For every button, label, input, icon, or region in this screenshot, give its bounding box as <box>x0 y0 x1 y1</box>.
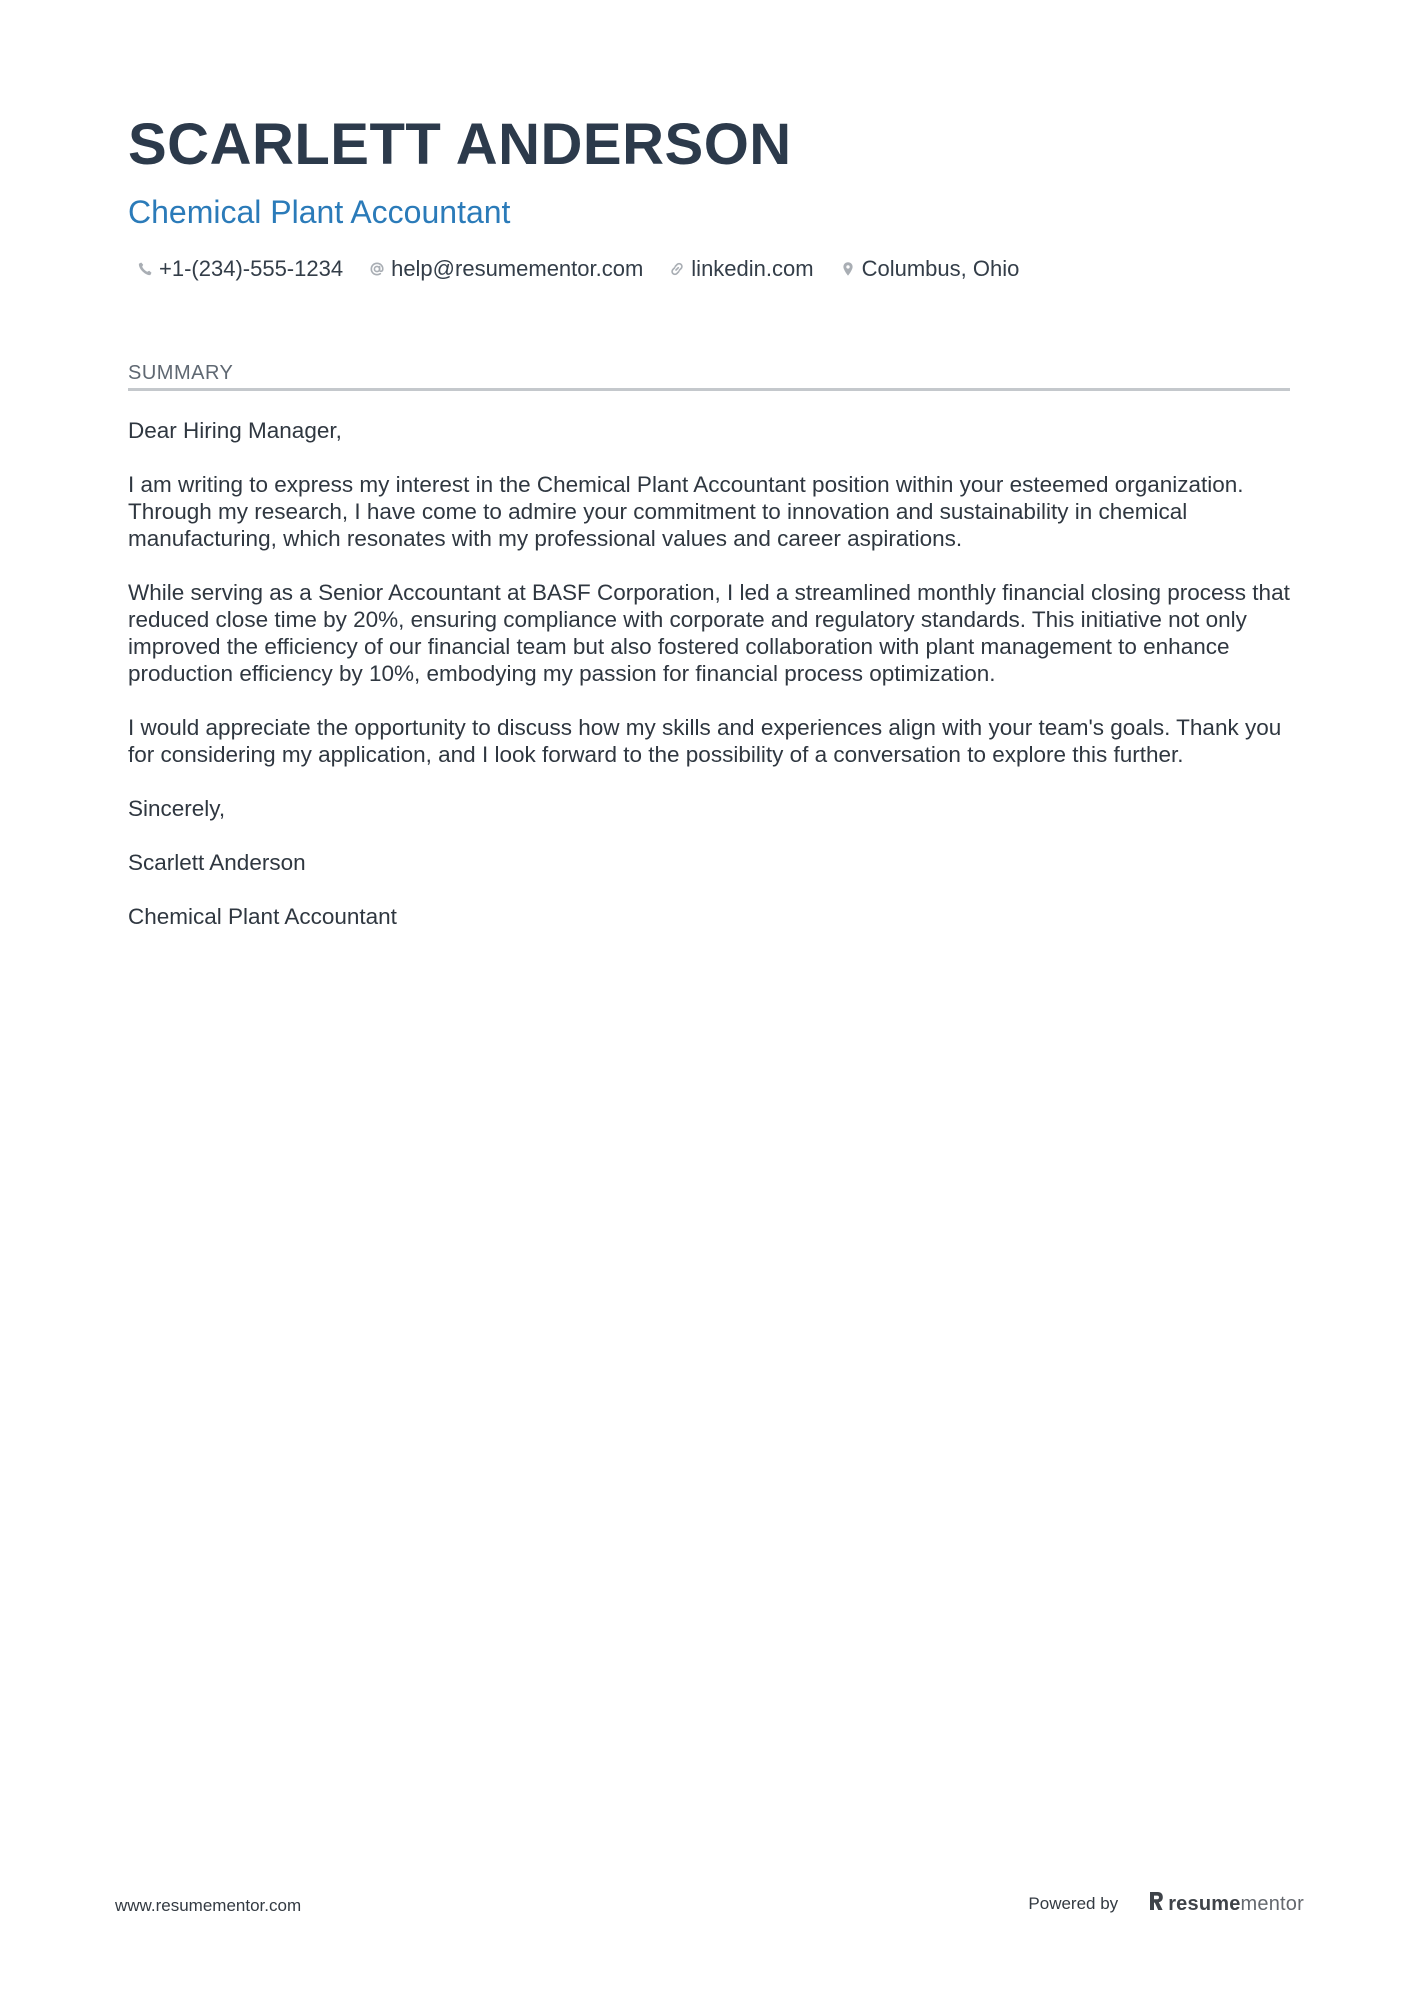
at-sign-icon <box>369 261 385 277</box>
header <box>128 110 1290 284</box>
letter-closing: Sincerely, <box>128 796 226 821</box>
letter-paragraph: While serving as a Senior Accountant at BASF Corporation, I led a streamlined monthly financial closing process that reduced close time by 20%, ensuring compliance with corporate and regulatory standards. This initiative not only improved the efficiency of our financial team but also fostered collaboration with plant management to enhance production efficiency by 10%, embodying my passion for financial process optimization. <box>128 580 1290 686</box>
signature-name: Scarlett Anderson <box>128 850 306 875</box>
applicant-name: SCARLETT ANDERSON <box>128 112 792 177</box>
phone-icon <box>137 261 153 277</box>
letter-greeting: Dear Hiring Manager, <box>128 418 342 443</box>
letter-paragraph: I am writing to express my interest in the Chemical Plant Accountant position within your esteemed organization. Through my research, I have come to admire your commitment to innovation and sustainability in chemical manufacturing, which resonates with my professional values and career aspirations. <box>128 472 1244 551</box>
contact-linkedin <box>669 254 813 284</box>
brand-logo[interactable] <box>1148 1890 1304 1917</box>
map-pin-icon <box>840 261 856 277</box>
contact-phone <box>137 254 343 284</box>
letter-body <box>128 417 1290 930</box>
location-text: Columbus, Ohio <box>861 256 1020 281</box>
resumementor-logo-icon <box>1148 1890 1168 1917</box>
footer-website[interactable]: www.resumementor.com <box>115 1896 302 1915</box>
powered-by-label: Powered by <box>1028 1893 1119 1913</box>
link-icon <box>669 261 685 277</box>
contact-email <box>369 254 643 284</box>
phone-number: +1-(234)-555-1234 <box>159 256 344 281</box>
contact-bar <box>128 254 1290 284</box>
linkedin-link: linkedin.com <box>691 256 814 281</box>
letter-paragraph: I would appreciate the opportunity to discuss how my skills and experiences align with your team's goals. Thank you for considering my application, and I look forward to the possibility of a conversation to explore this further. <box>128 715 1282 767</box>
section-heading: SUMMARY <box>128 360 1290 391</box>
brand-name <box>1168 1892 1304 1916</box>
job-title: Chemical Plant Accountant <box>128 194 511 230</box>
email-address: help@resumementor.com <box>391 256 644 281</box>
contact-location <box>840 254 1020 284</box>
signature-title: Chemical Plant Accountant <box>128 904 397 929</box>
brand-name-light: mentor <box>1240 1892 1304 1915</box>
footer-branding <box>1028 1890 1304 1917</box>
summary-section <box>128 360 1290 957</box>
brand-name-bold: resume <box>1168 1892 1241 1915</box>
